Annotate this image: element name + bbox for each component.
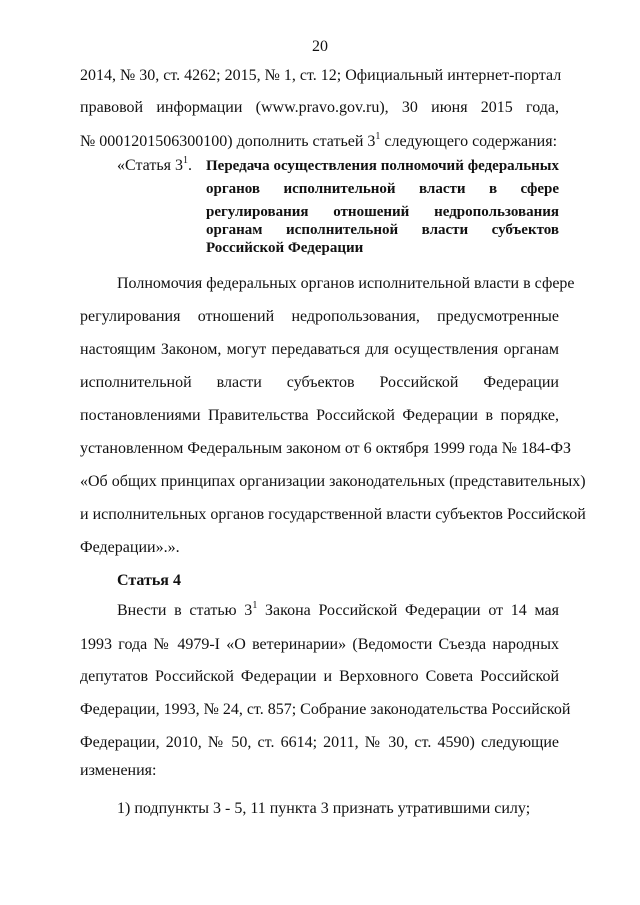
new-article-body-line: и исполнительных органов государственной власти субъектов Российской: [80, 506, 586, 523]
new-article-title-line: органам исполнительной власти субъектов: [206, 222, 559, 238]
article-4-line: Внести в статью $3^1$ Закона Российской Федерации от 14 мая: [117, 599, 559, 619]
new-article-body-line: настоящим Законом, могут передаваться для осуществления органам: [80, 341, 559, 358]
intro-line-3: № 0001201506300100) дополнить статьей $3^1$ следующего содержания:: [80, 130, 558, 150]
article-4-line: депутатов Российской Федерации и Верховного Совета Российской: [80, 668, 559, 685]
article-4-line: Федерации, 1993, № 24, ст. 857; Собрание законодательства Российской: [80, 701, 571, 718]
article-4-heading: Статья 4: [117, 572, 181, 589]
new-article-body-line: установленном Федеральным законом от 6 октября 1999 года № 184-ФЗ: [80, 440, 572, 457]
new-article-title-line: Российской Федерации: [206, 240, 364, 256]
article-4-line: изменения:: [80, 762, 157, 779]
superscript: 1: [252, 599, 258, 611]
new-article-body-line: регулирования отношений недропользования, предусмотренные: [80, 308, 559, 325]
new-article-title-line: органов исполнительной власти в сфере: [206, 181, 559, 197]
intro-line-2: правовой информации (www.pravo.gov.ru), 30 июня 2015 года,: [80, 99, 559, 116]
article-4-line: 1993 года № 4979-I «О ветеринарии» (Ведомости Съезда народных: [80, 636, 559, 653]
superscript: 1: [182, 154, 188, 166]
article-4-line: Федерации, 2010, № 50, ст. 6614; 2011, № 30, ст. 4590) следующие: [80, 734, 559, 751]
new-article-title-line: Передача осуществления полномочий федеральных: [206, 158, 559, 174]
page-number: 20: [312, 38, 328, 55]
new-article-body-line: «Об общих принципах организации законодательных (представительных): [80, 473, 586, 490]
article-4-item-1: 1) подпункты 3 - 5, 11 пункта 3 признать утратившими силу;: [117, 800, 531, 817]
new-article-title-line: регулирования отношений недропользования: [206, 204, 559, 220]
new-article-body-line: исполнительной власти субъектов Российской Федерации: [80, 374, 559, 391]
superscript: 1: [375, 130, 381, 142]
intro-line-1: 2014, № 30, ст. 4262; 2015, № 1, ст. 12; Официальный интернет-портал: [80, 67, 562, 84]
new-article-body-line: Полномочия федеральных органов исполнительной власти в сфере: [117, 275, 575, 292]
new-article-label: «Статья $3^1$.: [117, 154, 192, 174]
new-article-body-line: постановлениями Правительства Российской Федерации в порядке,: [80, 407, 559, 424]
new-article-body-line: Федерации».».: [80, 539, 180, 556]
